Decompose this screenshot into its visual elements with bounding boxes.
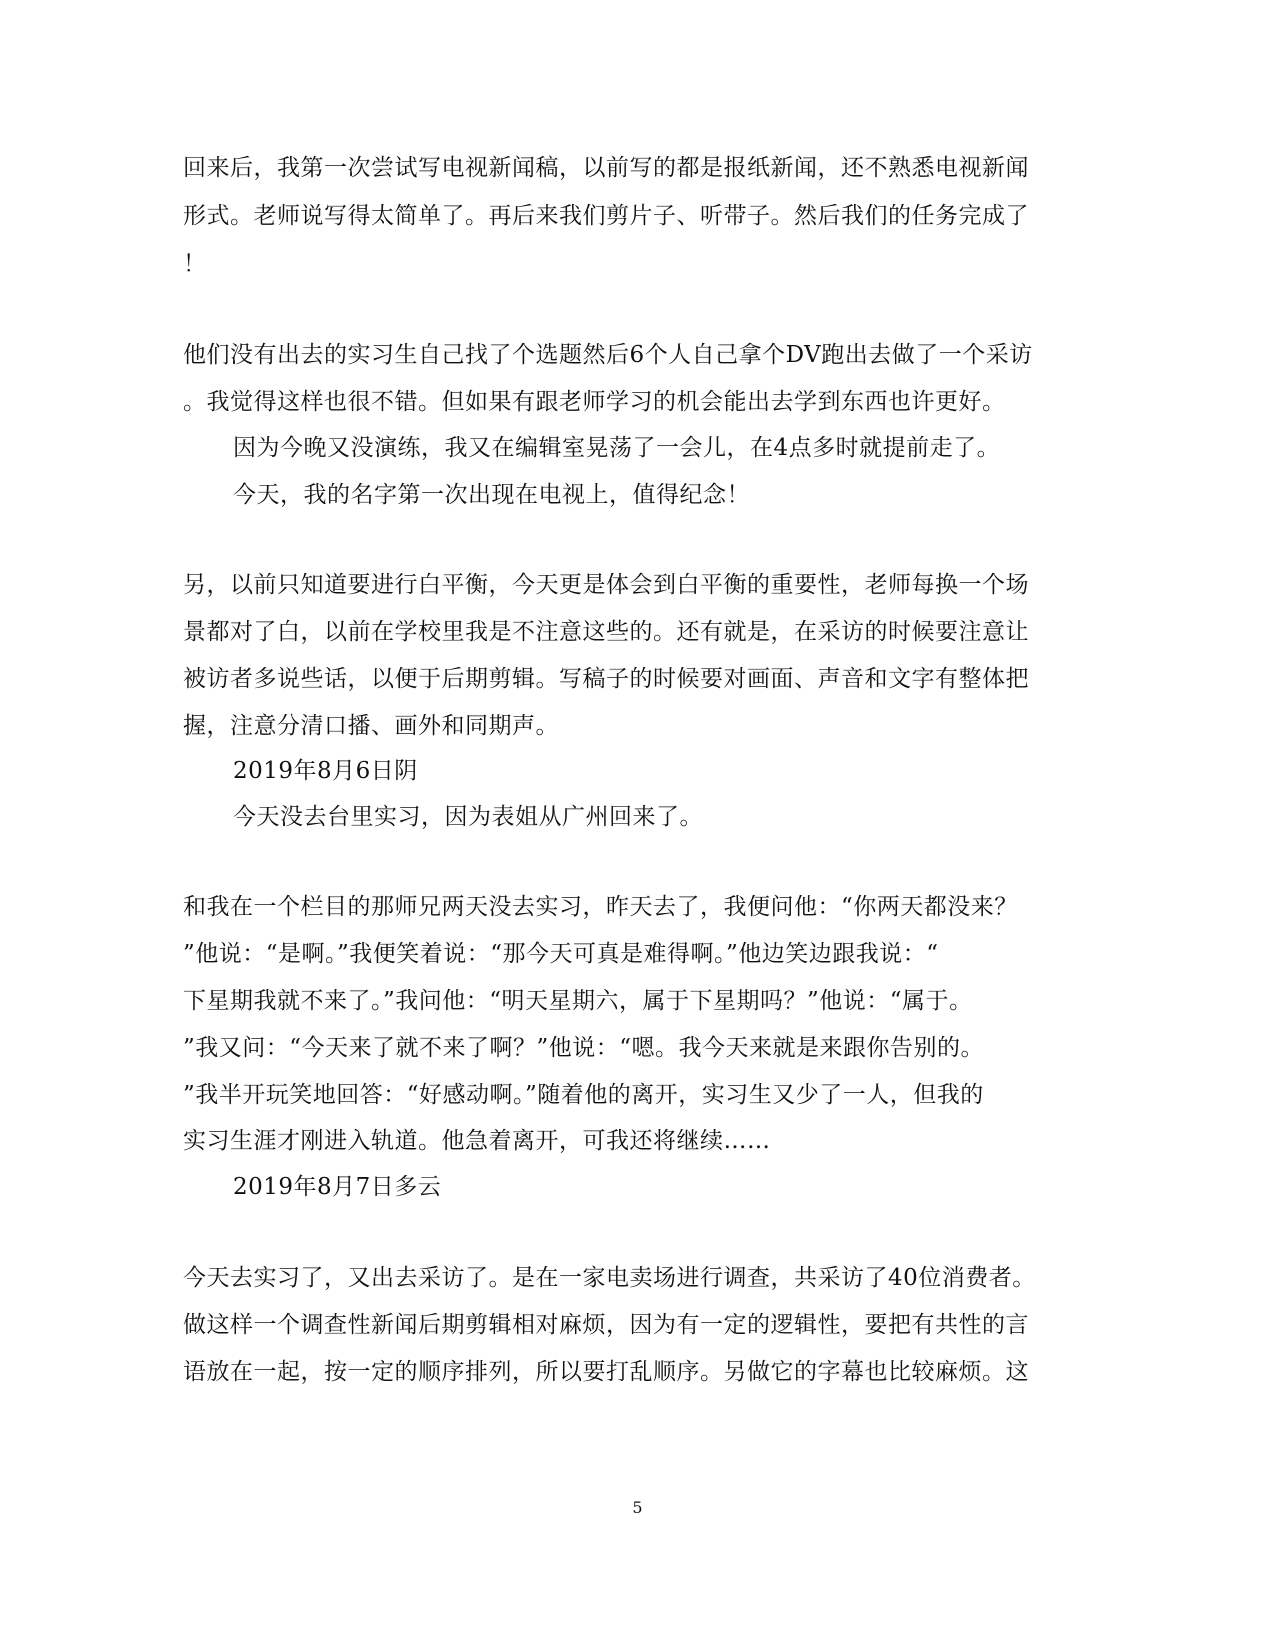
text-line: 下星期我就不来了。”我问他：“明天星期六，属于下星期吗？”他说：“属于。 [183,988,973,1014]
text-line: 。我觉得这样也很不错。但如果有跟老师学习的机会能出去学到东西也许更好。 [183,389,1006,415]
text-line: 做这样一个调查性新闻后期剪辑相对麻烦，因为有一定的逻辑性，要把有共性的言 [183,1312,1029,1338]
text-line: ”我又问：“今天来了就不来了啊？”他说：“嗯。我今天来就是来跟你告别的。 [183,1035,985,1061]
text-line: 语放在一起，按一定的顺序排列，所以要打乱顺序。另做它的字幕也比较麻烦。这 [183,1359,1029,1385]
date-heading: 2019年8月6日阴 [233,758,418,784]
text-line: 握，注意分清口播、画外和同期声。 [183,713,559,739]
text-line: 被访者多说些话，以便于后期剪辑。写稿子的时候要对画面、声音和文字有整体把 [183,666,1029,692]
text-line: ”我半开玩笑地回答：“好感动啊。”随着他的离开，实习生又少了一人，但我的 [183,1082,984,1108]
text-line: 今天去实习了，又出去采访了。是在一家电卖场进行调查，共采访了40位消费者。 [183,1265,1036,1291]
text-line: 他们没有出去的实习生自己找了个选题然后6个人自己拿个DV跑出去做了一个采访 [183,342,1033,368]
text-line: 和我在一个栏目的那师兄两天没去实习，昨天去了，我便问他：“你两天都没来？ [183,894,1018,920]
text-line: 今天，我的名字第一次出现在电视上，值得纪念！ [233,482,750,508]
text-line: ！ [183,251,207,277]
date-heading: 2019年8月7日多云 [233,1174,442,1200]
text-line: 另，以前只知道要进行白平衡，今天更是体会到白平衡的重要性，老师每换一个场 [183,572,1029,598]
text-line: 景都对了白，以前在学校里我是不注意这些的。还有就是，在采访的时候要注意让 [183,619,1029,645]
text-line: 今天没去台里实习，因为表姐从广州回来了。 [233,804,703,830]
text-line: 形式。老师说写得太简单了。再后来我们剪片子、听带子。然后我们的任务完成了 [183,203,1029,229]
text-line: 实习生涯才刚进入轨道。他急着离开，可我还将继续…… [183,1128,771,1154]
text-line: ”他说：“是啊。”我便笑着说：“那今天可真是难得啊。”他边笑边跟我说：“ [183,941,939,967]
page-number: 5 [632,1498,643,1517]
text-line: 因为今晚又没演练，我又在编辑室晃荡了一会儿，在4点多时就提前走了。 [233,435,1001,461]
text-line: 回来后，我第一次尝试写电视新闻稿，以前写的都是报纸新闻，还不熟悉电视新闻 [183,155,1029,181]
